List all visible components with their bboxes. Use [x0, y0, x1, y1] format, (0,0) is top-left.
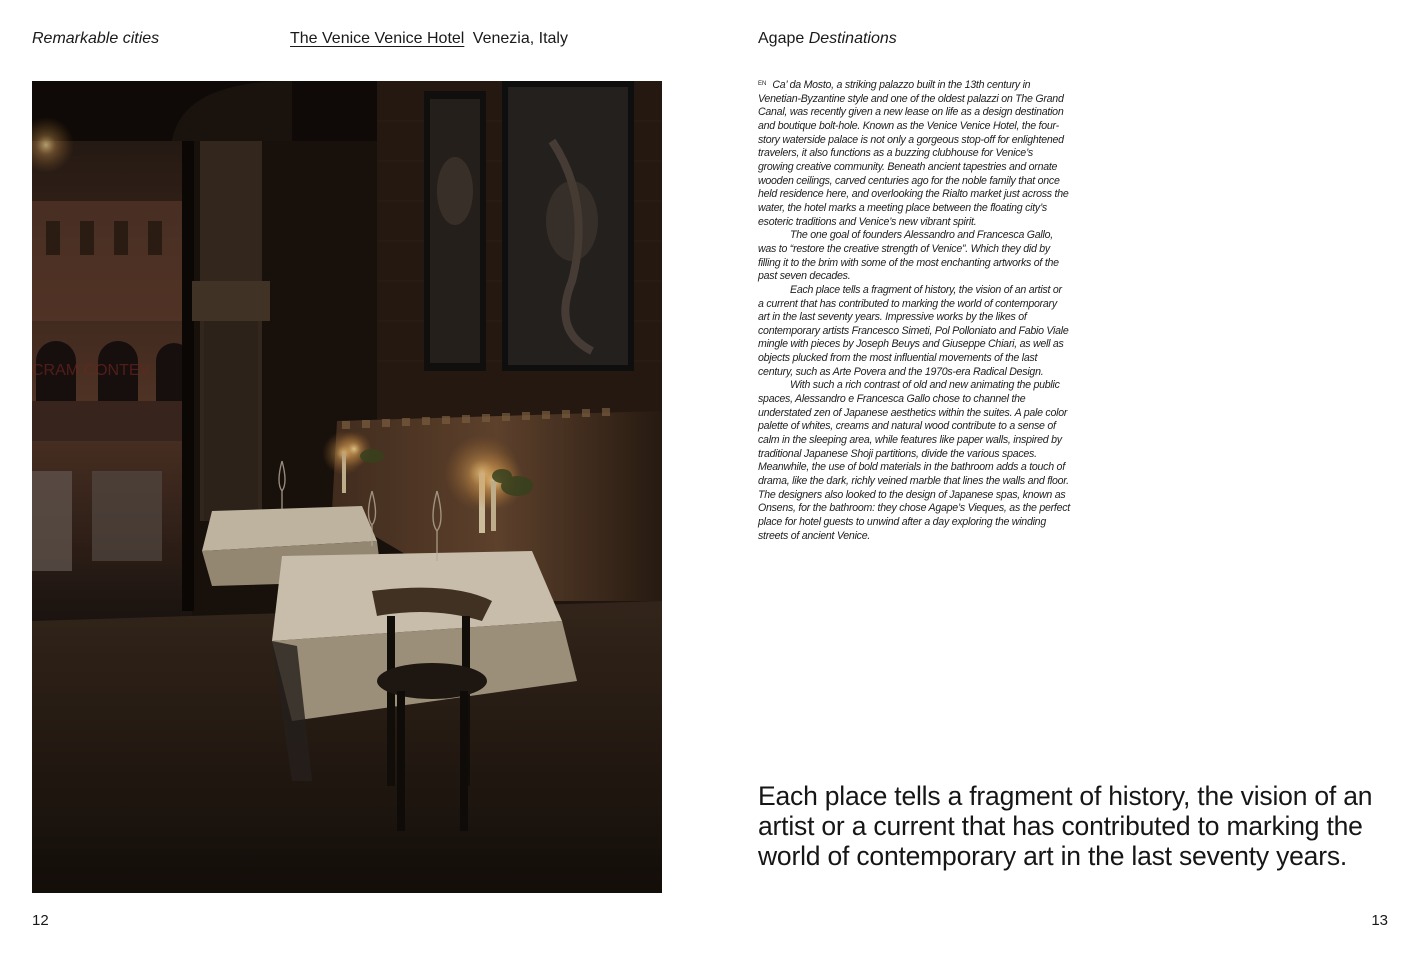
- window-sign-text: CRAM CONTEV: [32, 362, 151, 379]
- section-title: Remarkable cities: [32, 30, 160, 47]
- article-paragraph: With such a rich contrast of old and new animating the public spaces, Alessandro e Francesca Gallo chose to channel the understated zen of Japanese aesthetics within the suites. A pale color palette of whites, creams and natural wood contribute to a sense of calm in the sleeping area, while features like paper walls, inspired by traditional Japanese Shoji partitions, divide the various spaces. Meanwhile, the use of bold materials in the bathroom adds a touch of drama, like the dark, richly veined marble that lines the walls and floor. The designers also looked to the design of Japanese spas, known as Onsens, for the bathroom: they chose Agape’s Vieques, as the perfect place for hotel guests to unwind after a day exploring the winding streets of ancient Venice.: [758, 379, 1071, 542]
- brand-heading: [758, 29, 897, 48]
- page-number-left: 12: [32, 912, 49, 929]
- page-number-right: 13: [1371, 912, 1388, 929]
- article-paragraph: $^{EN}$ Ca’ da Mosto, a striking palazzo built in the 13th century in Venetian-Byzantine style and one of the oldest palazzi on The Grand Canal, was recently given a new lease on life as a design destination and boutique bolt-hole. Known as the Venice Venice Hotel, the four-story waterside palace is not only a gorgeous stop-off for enlightened travelers, it also functions as a buzzing clubhouse for Venice’s growing creative community. Beneath ancient tapestries and ornate wooden ceilings, carved centuries ago for the noble family that once held residence here, and overlooking the Rialto market just across the water, the hotel marks a meeting place between the floating city’s esoteric traditions and Venice’s new vibrant spirit.: [758, 79, 1069, 228]
- pull-quote: Each place tells a fragment of history, the vision of an artist or a current that has contributed to marking the world of contemporary art in the last seventy years.: [758, 781, 1373, 871]
- article-body: [758, 78, 1070, 543]
- article-paragraph: The one goal of founders Alessandro and Francesca Gallo, was to “restore the creative strength of Venice”. Which they did by filling it to the brim with some of the most enchanting artworks of the past seven decades.: [758, 229, 1059, 283]
- brand-name: Agape: [758, 30, 805, 47]
- article-paragraph: Each place tells a fragment of history, the vision of an artist or a current that has contributed to marking the world of contemporary art in the last seventy years. Impressive works by the likes of contemporary artists Francesco Simeti, Pol Polloniato and Fabio Viale mingle with pieces by Joseph Beuys and Giuseppe Chiari, as well as objects plucked from the most influential movements of the last century, such as Arte Povera and the 1970s-era Radical Design.: [758, 283, 1069, 378]
- hotel-location: Venezia, Italy: [472, 30, 568, 47]
- language-tag: EN: [758, 81, 767, 87]
- restaurant-photo: [32, 81, 662, 893]
- hotel-heading: [290, 29, 568, 48]
- brand-section: Destinations: [808, 30, 897, 47]
- restaurant-photo-illustration: [32, 81, 662, 893]
- hotel-name-link[interactable]: The Venice Venice Hotel: [290, 30, 465, 47]
